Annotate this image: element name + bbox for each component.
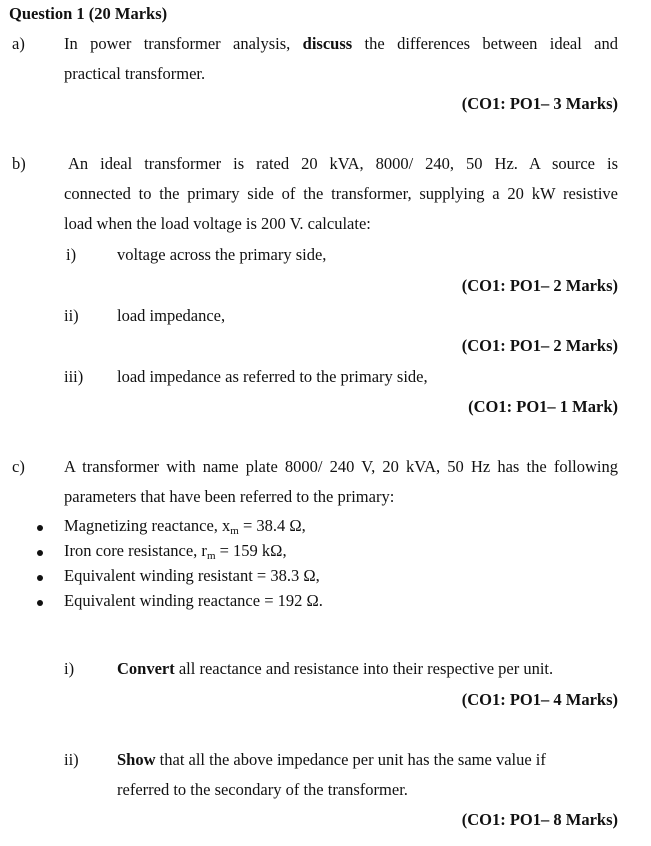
part-b-item2-text: load impedance,: [117, 306, 226, 325]
part-a-line1: In power transformer analysis, discuss the differences between ideal and: [64, 34, 618, 53]
part-c-item2-text2: referred to the secondary of the transformer.: [117, 780, 408, 799]
bullet-magnetizing-reactance: Magnetizing reactance, $x_m = 38.4$ Ω,: [64, 516, 306, 537]
bullet-dot: [37, 600, 43, 606]
part-c-line2: parameters that have been referred to the primary:: [64, 487, 395, 506]
part-b-line2: connected to the primary side of the transformer, supplying a 20 kW resistive: [64, 184, 618, 203]
bullet-dot: [37, 575, 43, 581]
bullet-iron-core-resistance: Iron core resistance, $r_m = 159$ kΩ,: [64, 541, 287, 562]
part-b-item1-num: i): [66, 245, 77, 264]
part-a-line2: practical transformer.: [64, 64, 206, 83]
part-b-line3: load when the load voltage is 200 V. calculate:: [64, 214, 371, 233]
part-b-line1: An ideal transformer is rated 20 kVA, 8000/ 240, 50 Hz. A source is: [68, 154, 618, 173]
bullet-winding-reactance: Equivalent winding reactance = 192 Ω.: [64, 591, 323, 610]
part-c-item2-marks: (CO1: PO1– 8 Marks): [461, 810, 618, 829]
part-b-item3-marks: (CO1: PO1– 1 Mark): [468, 397, 618, 416]
bullet-dot: [37, 525, 43, 531]
part-b-item3-num: iii): [64, 367, 84, 386]
question-title: Question 1 (20 Marks): [9, 4, 168, 23]
bullet-dot: [37, 550, 43, 556]
part-a-label: a): [12, 34, 25, 53]
part-a-marks: (CO1: PO1– 3 Marks): [461, 94, 618, 113]
part-c-item1-num: i): [64, 659, 75, 678]
part-c-line1: A transformer with name plate 8000/ 240 V, 20 kVA, 50 Hz has the following: [64, 457, 618, 476]
part-b-item2-marks: (CO1: PO1– 2 Marks): [461, 336, 618, 355]
part-b-label: b): [12, 154, 26, 173]
part-c-label: c): [12, 457, 25, 476]
part-c-item2-text: Show that all the above impedance per unit has the same value if: [117, 750, 546, 769]
part-c-item1-marks: (CO1: PO1– 4 Marks): [461, 690, 618, 709]
part-c-item1-text: Convert all reactance and resistance into their respective per unit.: [117, 659, 554, 678]
part-b-item3-text: load impedance as referred to the primary side,: [117, 367, 428, 386]
part-b-item1-text: voltage across the primary side,: [117, 245, 327, 264]
part-c-item2-num: ii): [64, 750, 79, 769]
part-b-item1-marks: (CO1: PO1– 2 Marks): [461, 276, 618, 295]
part-b-item2-num: ii): [64, 306, 79, 325]
bullet-winding-resistance: Equivalent winding resistant = 38.3 Ω,: [64, 566, 320, 585]
